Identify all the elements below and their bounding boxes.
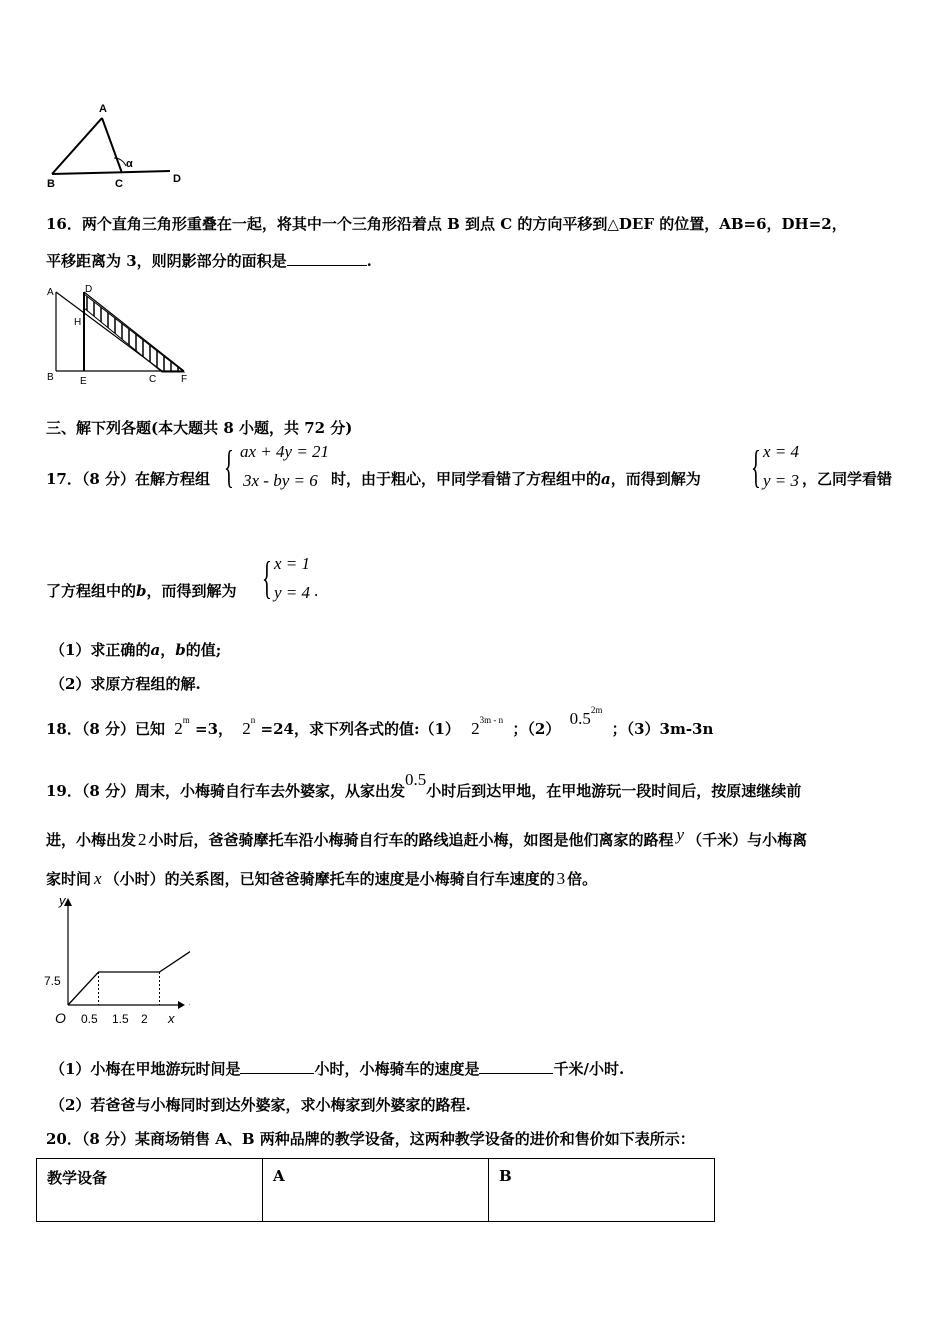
power-2-3m-n-base: 2: [471, 719, 480, 738]
q18-text-2: =3，: [195, 720, 234, 738]
segment-ac: [102, 118, 122, 173]
q19-value-2: 2: [138, 830, 147, 849]
solution-1-x: x = 4: [763, 442, 800, 461]
segment-df: [84, 292, 184, 371]
q16-period: .: [366, 252, 372, 270]
q17-line2b-text: ，而得到解为: [146, 582, 237, 600]
overlapping-triangles-figure: [44, 282, 194, 390]
q19-part1-text: （1）小梅在甲地游玩时间是: [50, 1060, 241, 1078]
q18-line: [46, 705, 714, 739]
x-tick-2: 2: [141, 1012, 148, 1026]
label-c: C: [115, 178, 123, 190]
q20-text: 20．（8 分）某商场销售 A、B 两种品牌的教学设备，这两种教学设备的进价和售价如下表所示：: [46, 1130, 695, 1148]
x-axis-arrow: [178, 1001, 185, 1009]
solution-2-brace: {: [262, 552, 272, 603]
q19-line2-text: 进，小梅出发: [46, 831, 137, 849]
power-2-n-base: 2: [242, 719, 251, 738]
solution-2-x: x = 1: [274, 554, 311, 573]
equation-1: ax + 4y = 21: [240, 442, 330, 461]
label-c2: C: [149, 374, 157, 385]
solution-1-y: y = 3: [763, 471, 800, 490]
label-h: H: [74, 317, 82, 328]
speed-blank[interactable]: [479, 1059, 553, 1074]
power-2-m-base: 2: [174, 719, 183, 738]
equipment-table: [36, 1158, 715, 1222]
q19-line1: [46, 770, 802, 801]
label-a2: A: [47, 287, 54, 298]
power-2-3m-n-exp: 3m - n: [479, 715, 504, 726]
q17-part1: [50, 639, 221, 660]
q17-part1-comma: ，: [160, 641, 176, 659]
q17-mid2-text: ，而得到解为: [610, 470, 701, 488]
x-tick-0.5: 0.5: [81, 1012, 98, 1026]
solution-2-y: y = 4: [274, 583, 311, 602]
q18-text-1: 18．（8 分）已知: [46, 720, 166, 738]
q16-line2-text: 平移距离为 3，则阴影部分的面积是: [46, 252, 287, 270]
q19-line2-tail: （千米）与小梅离: [687, 831, 808, 849]
q19-line3-tail: 倍。: [567, 870, 598, 888]
x-tick-1.5: 1.5: [112, 1012, 129, 1026]
q17-var-b: b: [136, 582, 147, 600]
q17-part2: （2）求原方程组的解.: [50, 675, 201, 693]
q19-part1-mid: 小时，小梅骑车的速度是: [314, 1060, 480, 1078]
origin-label: O: [55, 1010, 66, 1026]
q17-part1-tail: 的值;: [185, 641, 222, 659]
q19-value-3: 3: [556, 869, 566, 888]
triangle-abcd-figure: [42, 96, 192, 191]
table-header-row: [37, 1159, 715, 1222]
q17-line2-text: 了方程组中的: [46, 582, 137, 600]
q17-part1-a: a: [150, 641, 161, 659]
q19-line1-tail: 小时后到达甲地，在甲地游玩一段时间后，按原速继续前: [426, 782, 802, 800]
q19-line3-text: 家时间: [46, 870, 92, 888]
q16-answer-blank[interactable]: [287, 251, 367, 266]
q19-var-x: x: [94, 869, 102, 888]
q19-line3-mid: （小时）的关系图，已知爸爸骑摩托车的速度是小梅骑自行车速度的: [104, 870, 555, 888]
distance-time-graph: [40, 892, 190, 1032]
q18-text-5: ；（3）3m-3n: [611, 720, 714, 738]
q19-line1-text: 19．（8 分）周末，小梅骑自行车去外婆家，从家出发: [46, 782, 406, 800]
q17-part1-text: （1）求正确的: [50, 641, 151, 659]
label-a: A: [99, 103, 107, 115]
label-b: B: [47, 178, 55, 190]
q19-line2: [46, 825, 808, 850]
solution-1-brace: {: [751, 441, 761, 492]
segment-ac2: [56, 292, 162, 371]
table-header-a: A: [263, 1159, 489, 1222]
power-05-2m-base: 0.5: [569, 709, 591, 728]
xiaomei-line: [68, 919, 190, 1005]
q19-line2-mid: 小时后，爸爸骑摩托车沿小梅骑自行车的路线追赶小梅，如图是他们离家的路程: [148, 831, 674, 849]
q17-period: .: [314, 581, 319, 600]
q16-line1: 16．两个直角三角形重叠在一起，将其中一个三角形沿着点 B 到点 C 的方向平移到△DEF 的位置，AB=6，DH=2，: [46, 215, 847, 233]
q17-var-a: a: [601, 470, 611, 488]
x-axis-label: x: [168, 1011, 175, 1026]
q19-part1-tail: 千米/小时.: [553, 1060, 625, 1078]
q16-line2: [46, 250, 372, 271]
play-time-blank[interactable]: [240, 1059, 314, 1074]
label-b2: B: [47, 372, 54, 383]
system-brace: {: [224, 441, 234, 492]
power-2-n-exp: n: [250, 715, 256, 726]
power-2-m: [174, 715, 190, 738]
label-d2: D: [85, 284, 93, 295]
label-alpha: α: [126, 158, 133, 170]
power-05-2m: [569, 705, 603, 728]
power-2-m-exp: m: [182, 715, 190, 726]
label-d: D: [173, 173, 181, 185]
q17-mid: [331, 468, 701, 489]
q17-mid-text: 时，由于粗心，甲同学看错了方程组中的: [331, 470, 602, 488]
q19-var-y: y: [676, 825, 685, 844]
table-header-b: B: [489, 1159, 715, 1222]
label-f: F: [181, 374, 188, 385]
q18-text-4: ；（2）: [512, 720, 561, 738]
section-3-heading: 三、解下列各题(本大题共 8 小题，共 72 分): [46, 419, 353, 437]
equation-2: 3x - by = 6: [243, 471, 318, 490]
q17-part1-b: b: [175, 641, 186, 659]
power-2-3m-n: [471, 715, 504, 738]
q17-line2: [46, 580, 237, 601]
q19-part1: [50, 1058, 624, 1079]
guide-lines: [99, 950, 191, 1005]
q19-value-05: 0.5: [405, 770, 427, 789]
shaded-region: [84, 294, 184, 372]
segment-bd: [52, 171, 170, 174]
table-header-equipment: 教学设备: [37, 1159, 263, 1222]
q19-line3: [46, 868, 597, 889]
q18-text-3: =24，求下列各式的值:（1）: [260, 720, 460, 738]
power-05-2m-exp: 2m: [590, 705, 603, 716]
segment-ab: [52, 118, 102, 174]
q17-tail: ，乙同学看错: [802, 470, 893, 488]
y-axis-label: y: [59, 893, 66, 908]
q17-prefix: 17．（8 分）在解方程组: [46, 470, 211, 488]
power-2-n: [242, 715, 256, 738]
q19-part2: （2）若爸爸与小梅同时到达外婆家，求小梅家到外婆家的路程.: [50, 1096, 471, 1114]
y-tick-7.5: 7.5: [44, 974, 61, 988]
label-e: E: [80, 376, 87, 387]
